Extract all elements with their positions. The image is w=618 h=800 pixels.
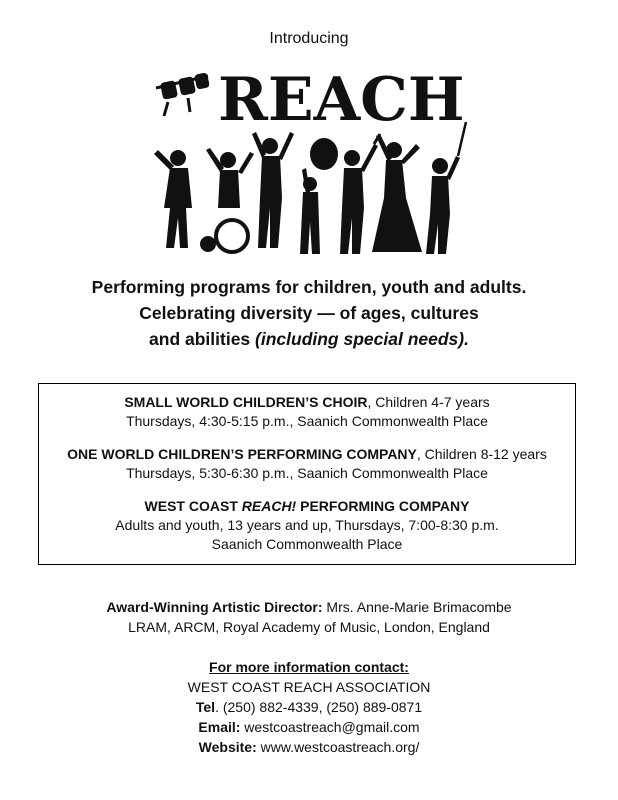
- website-value: www.westcoastreach.org/: [256, 739, 420, 755]
- program-schedule: Thursdays, 4:30-5:15 p.m., Saanich Commonwealth Place: [126, 413, 488, 429]
- tagline-line-3-text: and abilities: [149, 329, 256, 349]
- artistic-director: [0, 597, 618, 637]
- tel-label: Tel: [195, 699, 216, 715]
- contact-heading: For more information contact:: [209, 659, 409, 675]
- program-schedule: Adults and youth, 13 years and up, Thursdays, 7:00-8:30 p.m.: [115, 517, 499, 533]
- tagline: [0, 274, 618, 352]
- program-schedule: Thursdays, 5:30-6:30 p.m., Saanich Commonwealth Place: [126, 465, 488, 481]
- reach-logo-word: REACH!: [218, 65, 470, 135]
- program-small-world-choir: [39, 393, 575, 431]
- tagline-line-2: Celebrating diversity — of ages, cultures: [139, 303, 479, 323]
- tagline-special-needs: (including special needs).: [255, 329, 469, 349]
- director-label: Award-Winning Artistic Director:: [106, 599, 323, 615]
- program-ages: , Children 4-7 years: [367, 394, 490, 410]
- director-name: Mrs. Anne-Marie Brimacombe: [322, 599, 512, 615]
- contact-info: [0, 657, 618, 757]
- performer-silhouettes: [154, 122, 466, 254]
- tel-value: . (250) 882-4339, (250) 889-0871: [215, 699, 423, 715]
- program-name: WEST COAST: [144, 498, 242, 514]
- program-name-reach: REACH!: [241, 498, 297, 514]
- email-label: Email:: [198, 719, 241, 735]
- email-value: westcoastreach@gmail.com: [240, 719, 420, 735]
- tagline-line-1: Performing programs for children, youth and adults.: [91, 277, 527, 297]
- programs-box: [38, 383, 576, 565]
- program-west-coast-reach-company: [39, 497, 575, 554]
- reach-logo-art: [148, 58, 470, 263]
- website-label: Website:: [198, 739, 257, 755]
- program-name: SMALL WORLD CHILDREN’S CHOIR: [124, 394, 368, 410]
- reach-logo: [148, 58, 470, 263]
- stage-spotlight-icon: [156, 73, 209, 116]
- director-credentials: LRAM, ARCM, Royal Academy of Music, London, England: [128, 619, 490, 635]
- program-one-world-company: [39, 445, 575, 483]
- program-ages: , Children 8-12 years: [416, 446, 547, 462]
- program-name-suffix: PERFORMING COMPANY: [296, 498, 470, 514]
- tagline-line-3: [0, 326, 618, 352]
- intro-text: Introducing: [269, 30, 349, 47]
- program-location: Saanich Commonwealth Place: [211, 536, 403, 552]
- contact-org: WEST COAST REACH ASSOCIATION: [187, 679, 431, 695]
- program-name: ONE WORLD CHILDREN’S PERFORMING COMPANY: [67, 446, 417, 462]
